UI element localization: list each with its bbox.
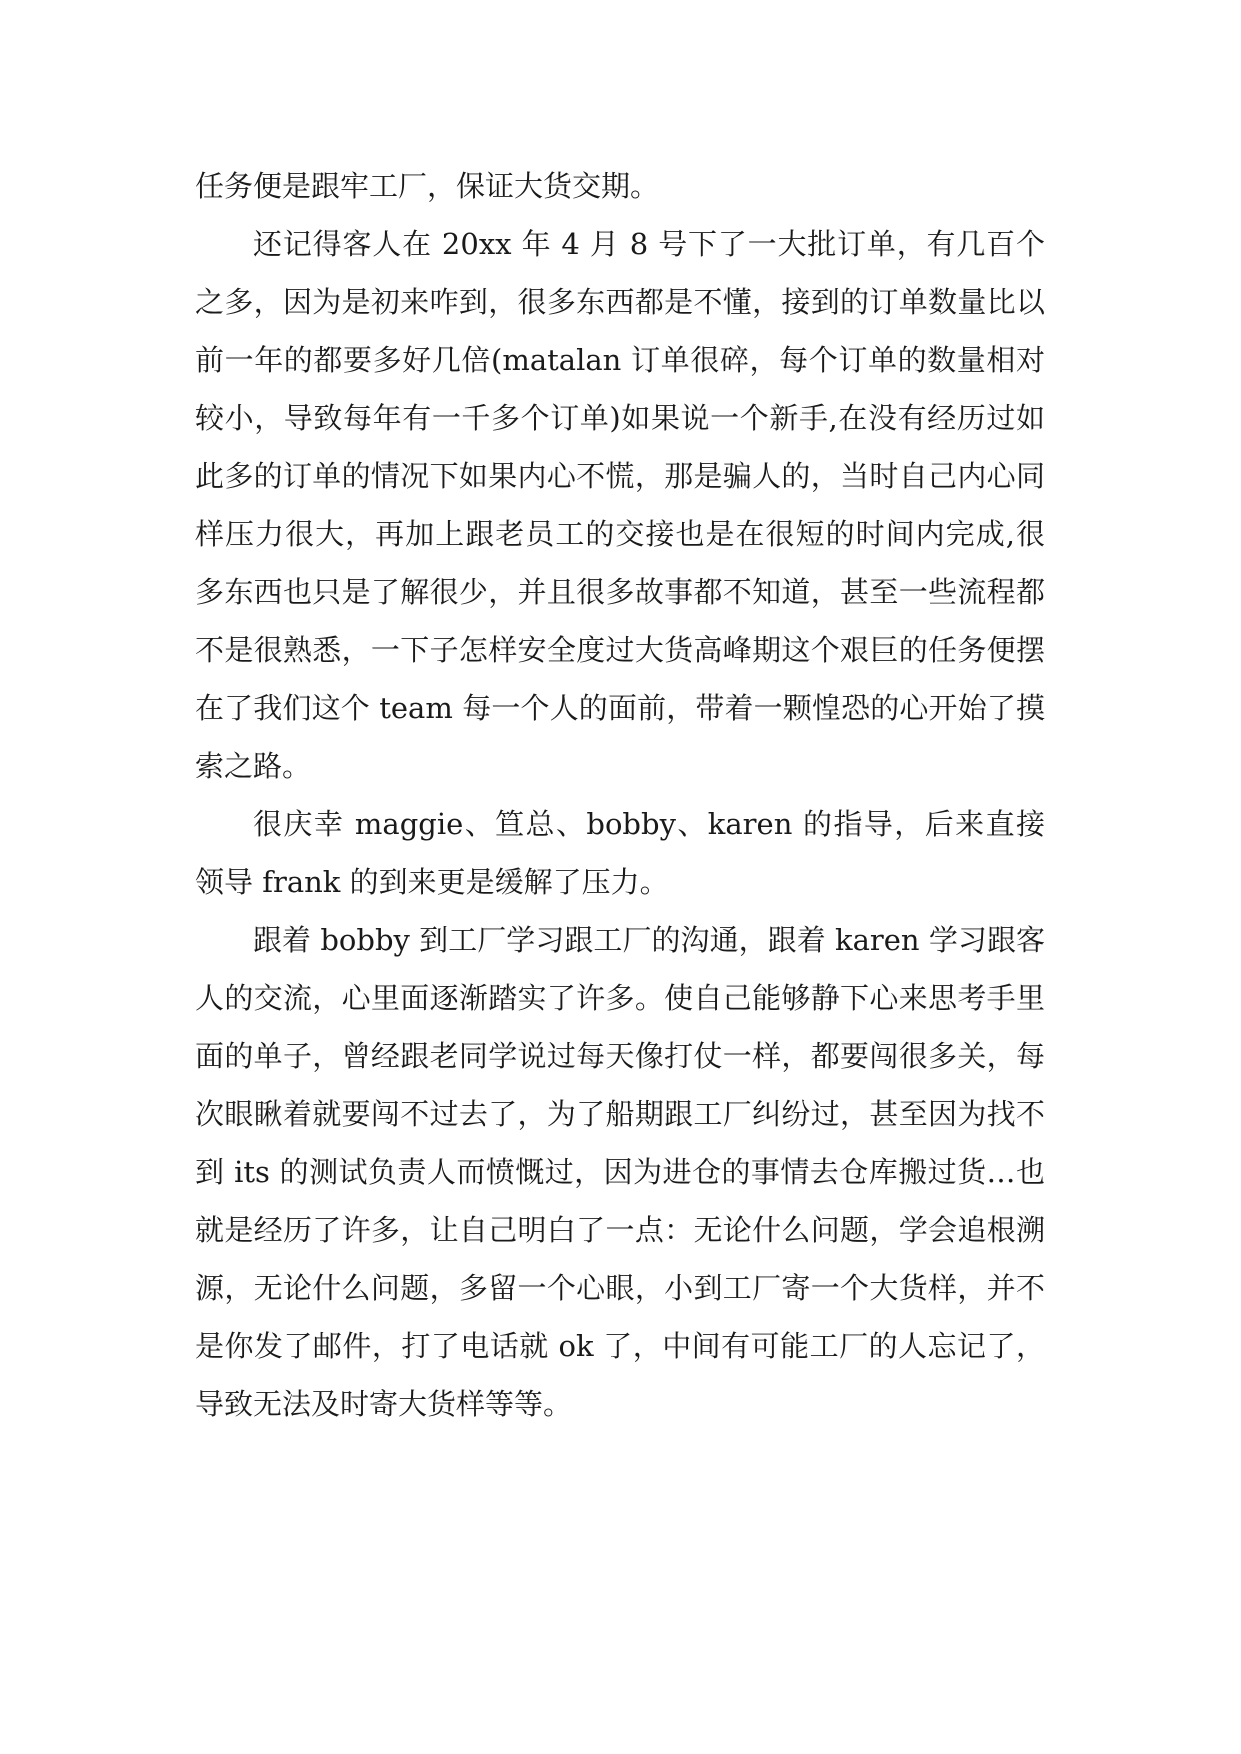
paragraph-continuation: 任务便是跟牢工厂，保证大货交期。 [195,169,660,203]
paragraph-learning: 跟着 bobby 到工厂学习跟工厂的沟通，跟着 karen 学习跟客人的交流，心里面逐渐踏实了许多。使自己能够静下心来思考手里面的单子，曾经跟老同学说过每天像打仗一样，都要闯很多关，每次眼瞅着就要闯不过去了，为了船期跟工厂纠纷过，甚至因为找不到 its 的测试负责人而愤慨过，因为进仓的事情去仓库搬过货…也就是经历了许多，让自己明白了一点：无论什么问题，学会追根溯源，无论什么问题，多留一个心眼，小到工厂寄一个大货样，并不是你发了邮件，打了电话就 ok 了，中间有可能工厂的人忘记了，导致无法及时寄大货样等等。 [195,923,1045,1421]
document-body [195,157,1045,1433]
paragraph-orders: 还记得客人在 20xx 年 4 月 8 号下了一大批订单，有几百个之多，因为是初来咋到，很多东西都是不懂，接到的订单数量比以前一年的都要多好几倍(matalan 订单很碎，每个订单的数量相对较小，导致每年有一千多个订单)如果说一个新手,在没有经历过如此多的订单的情况下如果内心不慌，那是骗人的，当时自己内心同样压力很大，再加上跟老员工的交接也是在很短的时间内完成,很多东西也只是了解很少，并且很多故事都不知道，甚至一些流程都不是很熟悉，一下子怎样安全度过大货高峰期这个艰巨的任务便摆在了我们这个 team 每一个人的面前，带着一颗惶恐的心开始了摸索之路。 [195,227,1045,783]
paragraph-mentors: 很庆幸 maggie、笪总、bobby、karen 的指导，后来直接领导 frank 的到来更是缓解了压力。 [195,807,1045,899]
